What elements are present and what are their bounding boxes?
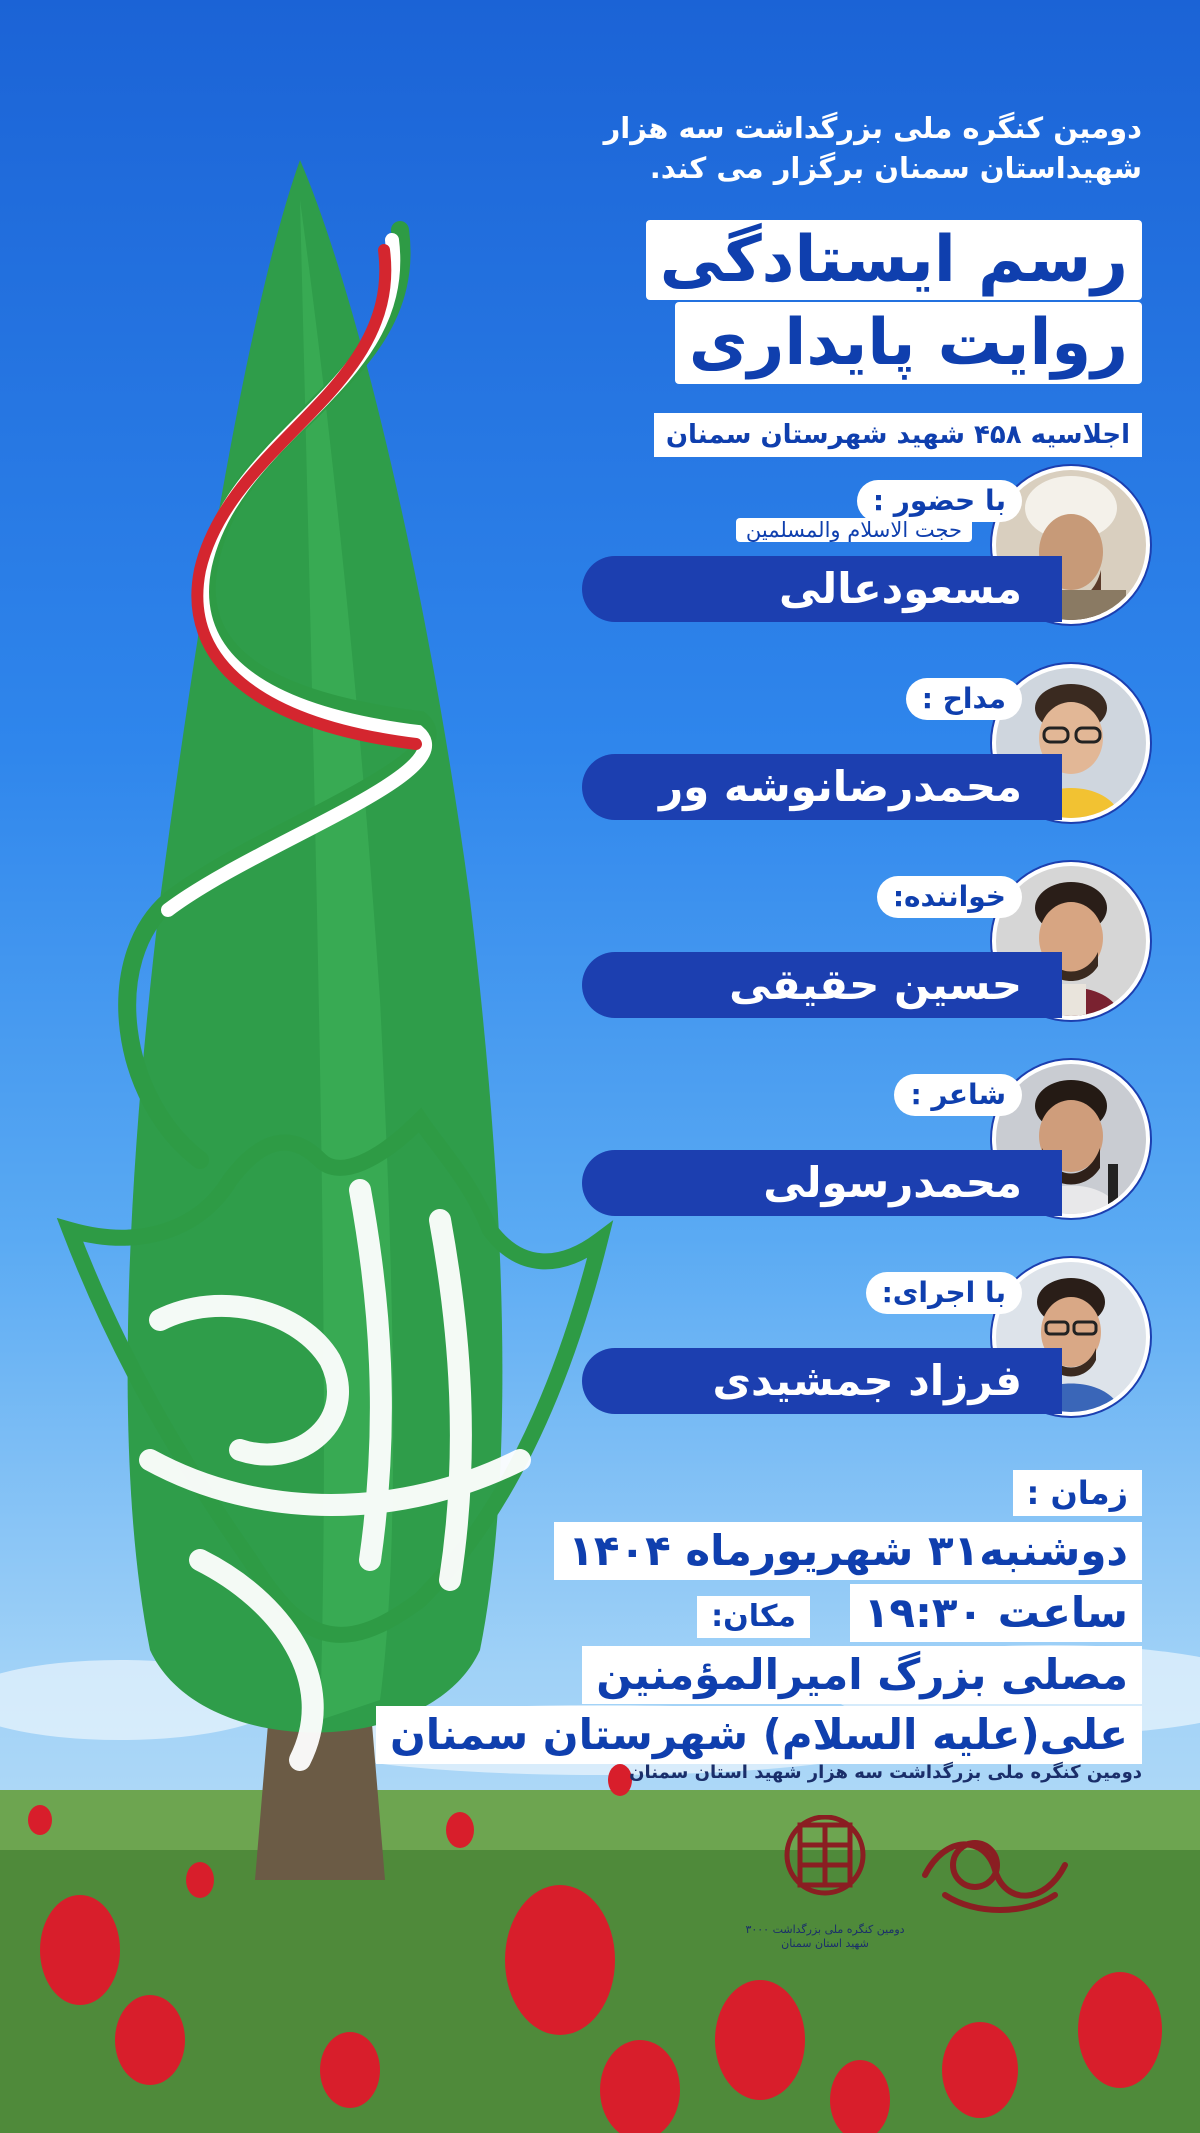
time-label: زمان : xyxy=(1013,1470,1143,1516)
place-label: مکان: xyxy=(697,1596,810,1638)
person-card-4 xyxy=(582,1064,1142,1244)
person-5-name: فرزاد جمشیدی xyxy=(582,1348,1062,1414)
congress-emblem-caption: دومین کنگره ملی بزرگداشت ۳۰۰۰ شهید استان سمنان xyxy=(745,1923,905,1950)
subtitle-banner: اجلاسیه ۴۵۸ شهید شهرستان سمنان xyxy=(654,413,1142,457)
intro-text xyxy=(582,108,1142,188)
person-card-3 xyxy=(582,866,1142,1046)
person-5-role: با اجرای: xyxy=(866,1272,1022,1314)
person-card-1 xyxy=(582,470,1142,650)
calligraphy-logo xyxy=(905,1815,1105,1945)
footer-note: دومین کنگره ملی بزرگداشت سه هزار شهید استان سمنان xyxy=(629,1762,1142,1783)
intro-line-2: شهیداستان سمنان برگزار می کند. xyxy=(649,151,1142,185)
person-2-role: مداح : xyxy=(906,678,1022,720)
intro-line-1: دومین کنگره ملی بزرگداشت سه هزار xyxy=(603,111,1142,145)
person-1-name: مسعودعالی xyxy=(582,556,1062,622)
place-line-2: علی(علیه السلام) شهرستان سمنان xyxy=(376,1706,1142,1764)
person-3-role: خواننده: xyxy=(877,876,1022,918)
person-1-role: با حضور : xyxy=(857,480,1022,522)
congress-emblem xyxy=(740,1815,910,1950)
place-line-1: مصلی بزرگ امیرالمؤمنین xyxy=(582,1646,1142,1704)
hour-line: ساعت ۱۹:۳۰ xyxy=(850,1584,1142,1642)
person-1-honorific: حجت الاسلام والمسلمین xyxy=(736,518,972,542)
person-3-name: حسین حقیقی xyxy=(582,952,1062,1018)
person-4-name: محمدرسولی xyxy=(582,1150,1062,1216)
person-4-role: شاعر : xyxy=(894,1074,1022,1116)
person-2-name: محمدرضانوشه ور xyxy=(582,754,1062,820)
person-card-2 xyxy=(582,668,1142,848)
main-title-line-2: روایت پایداری xyxy=(675,302,1142,384)
date-line: دوشنبه۳۱ شهریورماه ۱۴۰۴ xyxy=(554,1522,1142,1580)
person-card-5 xyxy=(582,1262,1142,1442)
main-title-line-1: رسم ایستادگی xyxy=(646,220,1142,300)
